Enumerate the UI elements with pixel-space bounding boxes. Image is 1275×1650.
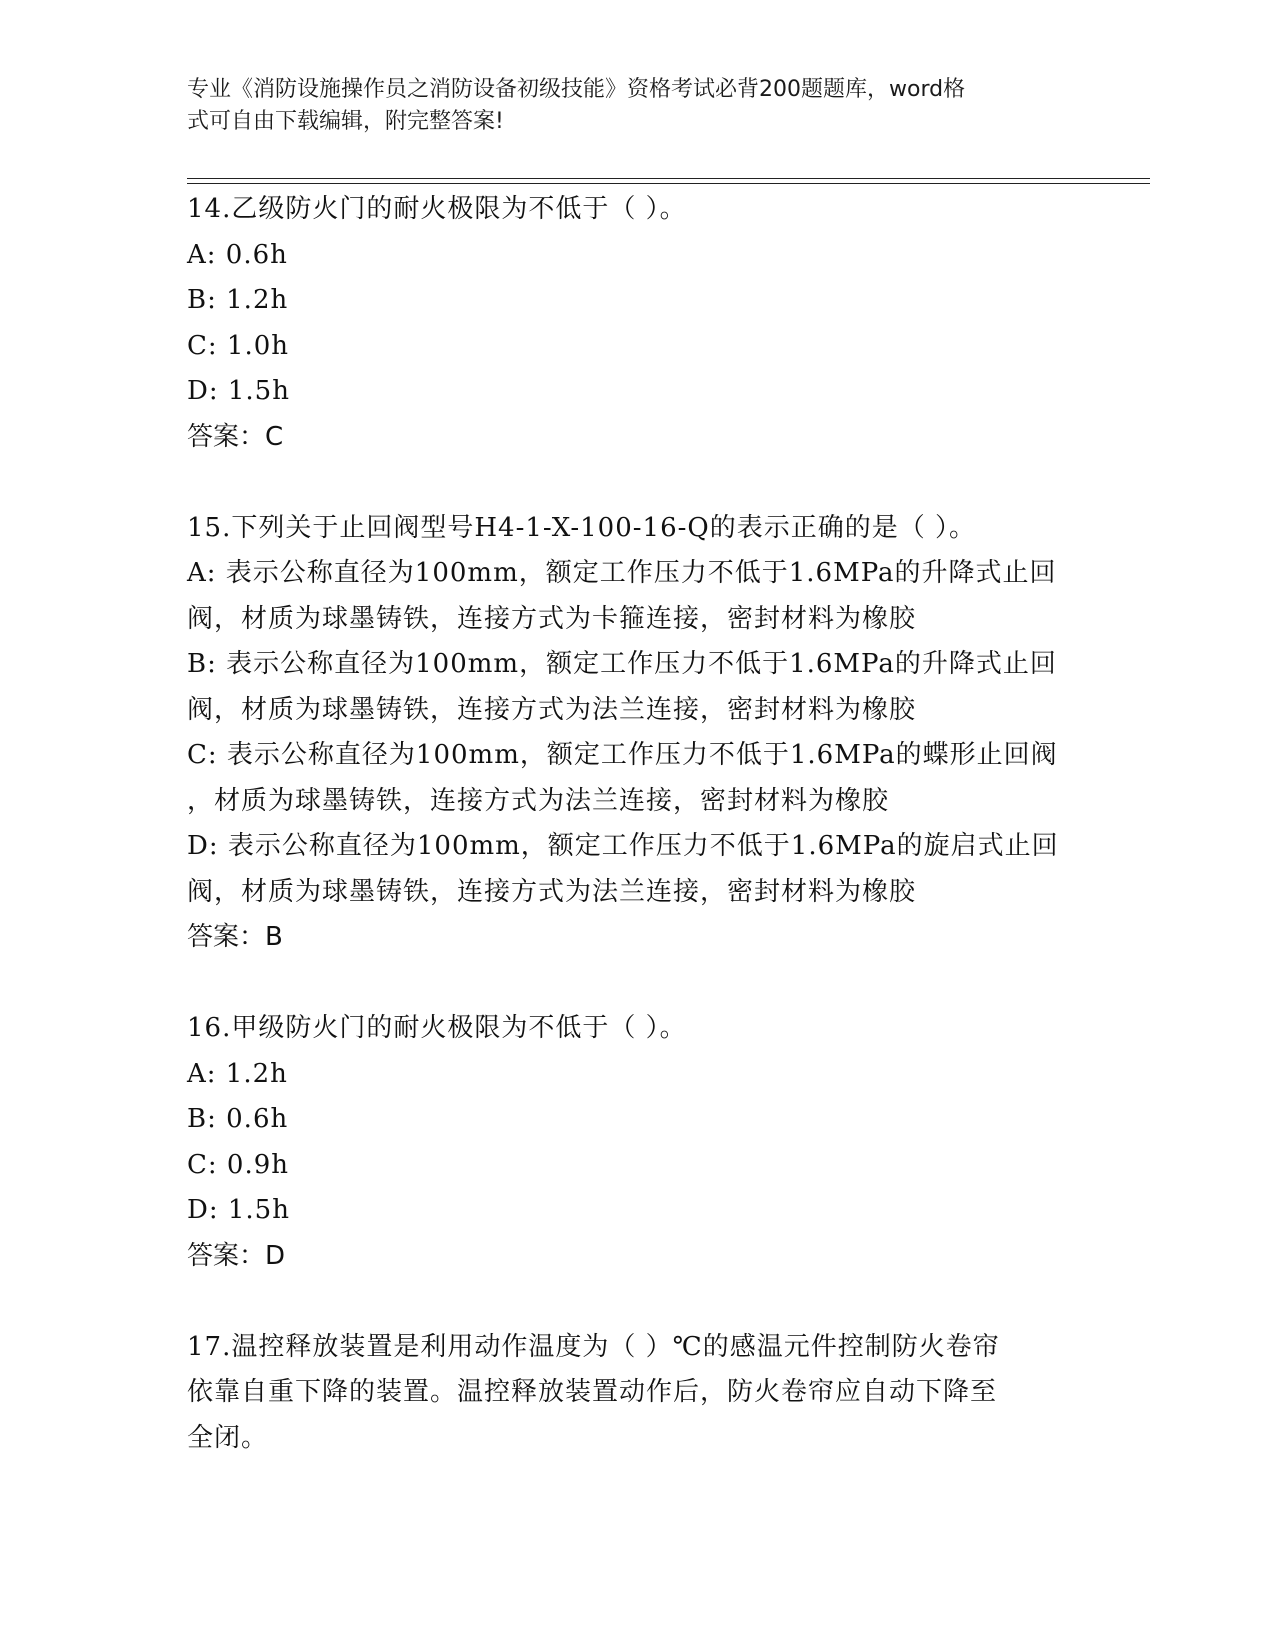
option-text: A: 0.6h xyxy=(187,239,288,270)
answer-text: 答案：B xyxy=(187,922,283,952)
option-text: B: 0.6h xyxy=(187,1104,289,1134)
question-block xyxy=(187,1006,1087,1279)
question-spacer xyxy=(187,1279,1087,1325)
option-text: 阀，材质为球墨铸铁，连接方式为法兰连接，密封材料为橡胶 xyxy=(187,694,917,725)
option-text: A: 表示公称直径为100mm，额定工作压力不低于1.6MPa的升降式止回 xyxy=(187,558,1057,588)
page-header xyxy=(187,74,1087,138)
option-text: D: 1.5h xyxy=(187,1195,290,1225)
question-list xyxy=(187,187,1087,1461)
header-divider-bottom xyxy=(187,183,1150,184)
question-block xyxy=(187,187,1087,460)
option-text: B: 1.2h xyxy=(187,285,289,315)
question-text: 依靠自重下降的装置。温控释放装置动作后，防火卷帘应自动下降至 xyxy=(187,1377,998,1407)
option-text: 阀，材质为球墨铸铁，连接方式为卡箍连接，密封材料为橡胶 xyxy=(187,603,917,634)
question-block xyxy=(187,506,1087,961)
header-line-1: 专业《消防设施操作员之消防设备初级技能》资格考试必背200题题库，word格 xyxy=(187,77,966,102)
option-text: D: 1.5h xyxy=(187,376,290,406)
answer-text: 答案：C xyxy=(187,421,284,452)
option-text: 阀，材质为球墨铸铁，连接方式为法兰连接，密封材料为橡胶 xyxy=(187,876,917,907)
option-text: B: 表示公称直径为100mm，额定工作压力不低于1.6MPa的升降式止回 xyxy=(187,649,1057,679)
question-block xyxy=(187,1325,1087,1462)
question-text: 全闭。 xyxy=(187,1422,269,1453)
question-text: 15.下列关于止回阀型号H4-1-X-100-16-Q的表示正确的是（ ）。 xyxy=(187,512,976,543)
answer-text: 答案：D xyxy=(187,1240,286,1271)
question-text: 17.温控释放装置是利用动作温度为（ ）℃的感温元件控制防火卷帘 xyxy=(187,1331,1000,1362)
option-text: C: 1.0h xyxy=(187,330,290,361)
option-text: C: 0.9h xyxy=(187,1149,290,1180)
option-text: D: 表示公称直径为100mm，额定工作压力不低于1.6MPa的旋启式止回 xyxy=(187,831,1059,861)
option-text: C: 表示公称直径为100mm，额定工作压力不低于1.6MPa的蝶形止回阀 xyxy=(187,740,1058,770)
question-text: 14.乙级防火门的耐火极限为不低于（ ）。 xyxy=(187,194,687,224)
question-spacer xyxy=(187,460,1087,506)
question-spacer xyxy=(187,961,1087,1007)
header-line-2: 式可自由下载编辑，附完整答案! xyxy=(187,109,504,134)
option-text: ，材质为球墨铸铁，连接方式为法兰连接，密封材料为橡胶 xyxy=(187,785,890,816)
question-text: 16.甲级防火门的耐火极限为不低于（ ）。 xyxy=(187,1013,687,1043)
header-divider-top xyxy=(187,178,1150,179)
option-text: A: 1.2h xyxy=(187,1058,288,1089)
